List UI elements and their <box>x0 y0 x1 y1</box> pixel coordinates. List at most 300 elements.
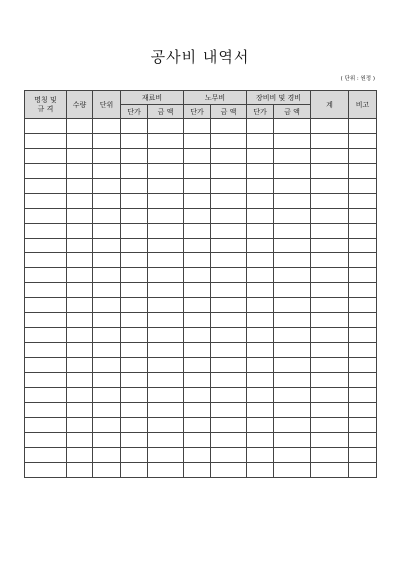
table-cell[interactable] <box>93 313 121 328</box>
table-cell[interactable] <box>311 447 349 462</box>
table-cell[interactable] <box>247 133 274 148</box>
table-cell[interactable] <box>148 358 184 373</box>
header-remarks: 비고 <box>349 91 377 119</box>
table-cell[interactable] <box>247 387 274 402</box>
table-cell[interactable] <box>247 432 274 447</box>
table-row <box>25 268 377 283</box>
table-cell[interactable] <box>349 223 377 238</box>
table-cell[interactable] <box>184 343 211 358</box>
table-cell[interactable] <box>184 432 211 447</box>
table-cell[interactable] <box>67 148 93 163</box>
table-cell[interactable] <box>211 148 247 163</box>
table-cell[interactable] <box>311 417 349 432</box>
table-cell[interactable] <box>25 447 67 462</box>
table-cell[interactable] <box>311 402 349 417</box>
table-cell[interactable] <box>211 387 247 402</box>
table-cell[interactable] <box>349 328 377 343</box>
table-cell[interactable] <box>311 372 349 387</box>
table-cell[interactable] <box>67 313 93 328</box>
table-cell[interactable] <box>148 178 184 193</box>
table-cell[interactable] <box>211 223 247 238</box>
table-row <box>25 178 377 193</box>
table-cell[interactable] <box>311 238 349 253</box>
table-cell[interactable] <box>148 223 184 238</box>
table-cell[interactable] <box>274 148 311 163</box>
table-cell[interactable] <box>184 402 211 417</box>
table-cell[interactable] <box>211 163 247 178</box>
header-labor-amount: 금 액 <box>211 105 247 119</box>
table-cell[interactable] <box>67 462 93 477</box>
table-cell[interactable] <box>121 313 148 328</box>
table-cell[interactable] <box>67 402 93 417</box>
table-cell[interactable] <box>25 133 67 148</box>
table-cell[interactable] <box>121 343 148 358</box>
table-cell[interactable] <box>311 223 349 238</box>
table-cell[interactable] <box>25 372 67 387</box>
table-cell[interactable] <box>184 462 211 477</box>
header-quantity: 수량 <box>67 91 93 119</box>
table-cell[interactable] <box>247 283 274 298</box>
table-cell[interactable] <box>184 372 211 387</box>
table-cell[interactable] <box>349 253 377 268</box>
table-cell[interactable] <box>211 432 247 447</box>
table-cell[interactable] <box>211 417 247 432</box>
table-cell[interactable] <box>25 432 67 447</box>
cost-breakdown-table <box>24 90 377 478</box>
table-cell[interactable] <box>349 343 377 358</box>
table-cell[interactable] <box>67 387 93 402</box>
table-cell[interactable] <box>311 253 349 268</box>
table-cell[interactable] <box>247 193 274 208</box>
table-cell[interactable] <box>121 432 148 447</box>
table-cell[interactable] <box>148 417 184 432</box>
table-cell[interactable] <box>121 462 148 477</box>
table-cell[interactable] <box>211 208 247 223</box>
table-cell[interactable] <box>349 163 377 178</box>
table-cell[interactable] <box>148 313 184 328</box>
table-cell[interactable] <box>274 372 311 387</box>
table-cell[interactable] <box>311 432 349 447</box>
table-cell[interactable] <box>148 432 184 447</box>
table-row <box>25 298 377 313</box>
table-cell[interactable] <box>349 238 377 253</box>
table-cell[interactable] <box>349 432 377 447</box>
table-cell[interactable] <box>211 119 247 134</box>
header-material: 재료비 <box>121 91 184 105</box>
table-cell[interactable] <box>311 193 349 208</box>
table-cell[interactable] <box>211 328 247 343</box>
table-cell[interactable] <box>93 283 121 298</box>
table-cell[interactable] <box>247 238 274 253</box>
table-cell[interactable] <box>25 223 67 238</box>
table-cell[interactable] <box>247 208 274 223</box>
table-cell[interactable] <box>93 372 121 387</box>
table-cell[interactable] <box>148 238 184 253</box>
table-cell[interactable] <box>311 283 349 298</box>
table-cell[interactable] <box>274 417 311 432</box>
table-cell[interactable] <box>247 328 274 343</box>
table-cell[interactable] <box>67 283 93 298</box>
table-cell[interactable] <box>67 417 93 432</box>
table-cell[interactable] <box>184 119 211 134</box>
table-cell[interactable] <box>274 268 311 283</box>
table-cell[interactable] <box>25 358 67 373</box>
table-cell[interactable] <box>349 283 377 298</box>
table-cell[interactable] <box>247 313 274 328</box>
table-cell[interactable] <box>25 238 67 253</box>
table-cell[interactable] <box>148 387 184 402</box>
table-cell[interactable] <box>121 447 148 462</box>
table-cell[interactable] <box>148 328 184 343</box>
header-material-amount: 금 액 <box>148 105 184 119</box>
table-cell[interactable] <box>274 208 311 223</box>
table-cell[interactable] <box>311 328 349 343</box>
table-cell[interactable] <box>184 313 211 328</box>
table-cell[interactable] <box>25 402 67 417</box>
table-cell[interactable] <box>93 148 121 163</box>
table-cell[interactable] <box>211 253 247 268</box>
table-cell[interactable] <box>274 387 311 402</box>
table-cell[interactable] <box>25 328 67 343</box>
table-cell[interactable] <box>93 178 121 193</box>
table-cell[interactable] <box>148 462 184 477</box>
table-cell[interactable] <box>25 298 67 313</box>
table-cell[interactable] <box>148 208 184 223</box>
table-cell[interactable] <box>311 148 349 163</box>
table-cell[interactable] <box>121 298 148 313</box>
table-cell[interactable] <box>25 283 67 298</box>
table-row <box>25 417 377 432</box>
table-cell[interactable] <box>211 402 247 417</box>
table-cell[interactable] <box>211 447 247 462</box>
table-cell[interactable] <box>93 193 121 208</box>
table-cell[interactable] <box>211 372 247 387</box>
table-cell[interactable] <box>274 462 311 477</box>
table-cell[interactable] <box>311 358 349 373</box>
table-cell[interactable] <box>93 133 121 148</box>
table-cell[interactable] <box>67 119 93 134</box>
table-cell[interactable] <box>184 447 211 462</box>
table-cell[interactable] <box>25 178 67 193</box>
header-equipment-unit-price: 단가 <box>247 105 274 119</box>
table-cell[interactable] <box>67 358 93 373</box>
table-cell[interactable] <box>184 417 211 432</box>
table-cell[interactable] <box>121 358 148 373</box>
table-cell[interactable] <box>184 148 211 163</box>
table-cell[interactable] <box>349 417 377 432</box>
table-cell[interactable] <box>349 358 377 373</box>
table-cell[interactable] <box>121 238 148 253</box>
table-cell[interactable] <box>148 447 184 462</box>
table-cell[interactable] <box>211 133 247 148</box>
table-cell[interactable] <box>247 223 274 238</box>
table-cell[interactable] <box>274 163 311 178</box>
table-cell[interactable] <box>67 193 93 208</box>
table-cell[interactable] <box>311 163 349 178</box>
table-cell[interactable] <box>25 208 67 223</box>
table-cell[interactable] <box>274 343 311 358</box>
table-cell[interactable] <box>67 178 93 193</box>
table-cell[interactable] <box>93 343 121 358</box>
table-cell[interactable] <box>148 283 184 298</box>
table-cell[interactable] <box>93 447 121 462</box>
table-cell[interactable] <box>184 268 211 283</box>
table-cell[interactable] <box>184 387 211 402</box>
table-cell[interactable] <box>184 223 211 238</box>
table-cell[interactable] <box>274 178 311 193</box>
header-unit: 단위 <box>93 91 121 119</box>
table-cell[interactable] <box>93 387 121 402</box>
table-cell[interactable] <box>274 283 311 298</box>
table-cell[interactable] <box>93 208 121 223</box>
header-labor-unit-price: 단가 <box>184 105 211 119</box>
table-cell[interactable] <box>247 372 274 387</box>
table-cell[interactable] <box>247 447 274 462</box>
table-cell[interactable] <box>211 462 247 477</box>
table-body <box>25 119 377 478</box>
table-cell[interactable] <box>67 163 93 178</box>
table-row <box>25 343 377 358</box>
table-cell[interactable] <box>67 343 93 358</box>
table-cell[interactable] <box>211 313 247 328</box>
table-cell[interactable] <box>148 402 184 417</box>
table-cell[interactable] <box>274 358 311 373</box>
table-cell[interactable] <box>247 268 274 283</box>
table-cell[interactable] <box>247 402 274 417</box>
table-cell[interactable] <box>311 387 349 402</box>
table-cell[interactable] <box>93 402 121 417</box>
table-cell[interactable] <box>311 298 349 313</box>
table-cell[interactable] <box>184 298 211 313</box>
table-cell[interactable] <box>93 268 121 283</box>
table-cell[interactable] <box>93 238 121 253</box>
table-cell[interactable] <box>67 432 93 447</box>
table-row <box>25 163 377 178</box>
table-cell[interactable] <box>121 148 148 163</box>
table-cell[interactable] <box>25 417 67 432</box>
table-cell[interactable] <box>93 358 121 373</box>
table-cell[interactable] <box>274 402 311 417</box>
table-cell[interactable] <box>184 283 211 298</box>
table-cell[interactable] <box>93 417 121 432</box>
table-cell[interactable] <box>121 223 148 238</box>
table-cell[interactable] <box>25 387 67 402</box>
table-cell[interactable] <box>349 372 377 387</box>
table-cell[interactable] <box>247 148 274 163</box>
table-cell[interactable] <box>148 268 184 283</box>
table-cell[interactable] <box>311 133 349 148</box>
table-cell[interactable] <box>93 119 121 134</box>
table-cell[interactable] <box>274 432 311 447</box>
table-cell[interactable] <box>184 208 211 223</box>
table-cell[interactable] <box>311 208 349 223</box>
table-cell[interactable] <box>67 253 93 268</box>
table-cell[interactable] <box>184 328 211 343</box>
table-cell[interactable] <box>274 223 311 238</box>
table-cell[interactable] <box>211 268 247 283</box>
table-cell[interactable] <box>349 402 377 417</box>
table-cell[interactable] <box>211 283 247 298</box>
table-cell[interactable] <box>67 223 93 238</box>
table-cell[interactable] <box>25 253 67 268</box>
table-cell[interactable] <box>184 238 211 253</box>
table-cell[interactable] <box>311 462 349 477</box>
table-cell[interactable] <box>184 358 211 373</box>
table-cell[interactable] <box>148 193 184 208</box>
table-cell[interactable] <box>148 133 184 148</box>
table-cell[interactable] <box>349 133 377 148</box>
table-cell[interactable] <box>274 119 311 134</box>
table-cell[interactable] <box>349 298 377 313</box>
table-cell[interactable] <box>67 447 93 462</box>
table-row <box>25 372 377 387</box>
table-cell[interactable] <box>148 253 184 268</box>
header-name-spec-line1: 명칭 및 <box>34 95 57 104</box>
table-cell[interactable] <box>349 119 377 134</box>
table-cell[interactable] <box>274 447 311 462</box>
table-cell[interactable] <box>349 148 377 163</box>
table-cell[interactable] <box>121 178 148 193</box>
table-row <box>25 253 377 268</box>
table-cell[interactable] <box>121 193 148 208</box>
header-name-spec <box>25 91 67 119</box>
table-cell[interactable] <box>121 372 148 387</box>
table-cell[interactable] <box>67 208 93 223</box>
table-row <box>25 133 377 148</box>
table-cell[interactable] <box>274 313 311 328</box>
table-cell[interactable] <box>211 178 247 193</box>
table-cell[interactable] <box>184 193 211 208</box>
table-cell[interactable] <box>274 328 311 343</box>
table-row <box>25 223 377 238</box>
table-cell[interactable] <box>349 313 377 328</box>
table-cell[interactable] <box>93 298 121 313</box>
table-cell[interactable] <box>93 462 121 477</box>
table-cell[interactable] <box>121 328 148 343</box>
table-cell[interactable] <box>148 148 184 163</box>
table-cell[interactable] <box>184 163 211 178</box>
table-cell[interactable] <box>25 193 67 208</box>
table-row <box>25 447 377 462</box>
table-cell[interactable] <box>349 208 377 223</box>
table-row <box>25 358 377 373</box>
table-cell[interactable] <box>121 417 148 432</box>
table-cell[interactable] <box>247 253 274 268</box>
table-row <box>25 193 377 208</box>
table-cell[interactable] <box>25 313 67 328</box>
table-cell[interactable] <box>93 432 121 447</box>
table-cell[interactable] <box>148 163 184 178</box>
table-cell[interactable] <box>211 358 247 373</box>
table-cell[interactable] <box>247 178 274 193</box>
table-cell[interactable] <box>184 178 211 193</box>
table-cell[interactable] <box>67 133 93 148</box>
table-cell[interactable] <box>311 313 349 328</box>
table-cell[interactable] <box>247 462 274 477</box>
table-cell[interactable] <box>67 238 93 253</box>
table-cell[interactable] <box>274 253 311 268</box>
table-cell[interactable] <box>247 119 274 134</box>
header-labor: 노무비 <box>184 91 247 105</box>
table-cell[interactable] <box>349 462 377 477</box>
table-cell[interactable] <box>148 298 184 313</box>
table-cell[interactable] <box>148 343 184 358</box>
unit-note: ( 단위 : 원정 ) <box>340 76 375 82</box>
table-cell[interactable] <box>121 133 148 148</box>
table-row <box>25 402 377 417</box>
table-cell[interactable] <box>247 343 274 358</box>
table-row <box>25 313 377 328</box>
table-cell[interactable] <box>247 358 274 373</box>
table-cell[interactable] <box>121 208 148 223</box>
table-cell[interactable] <box>247 163 274 178</box>
table-cell[interactable] <box>93 163 121 178</box>
table-cell[interactable] <box>184 253 211 268</box>
table-cell[interactable] <box>349 387 377 402</box>
table-cell[interactable] <box>121 268 148 283</box>
table-cell[interactable] <box>25 119 67 134</box>
table-row <box>25 208 377 223</box>
table-cell[interactable] <box>211 343 247 358</box>
table-cell[interactable] <box>25 148 67 163</box>
header-material-unit-price: 단가 <box>121 105 148 119</box>
table-cell[interactable] <box>93 253 121 268</box>
table-cell[interactable] <box>25 163 67 178</box>
table-cell[interactable] <box>93 223 121 238</box>
table-cell[interactable] <box>67 328 93 343</box>
table-cell[interactable] <box>121 119 148 134</box>
header-total: 계 <box>311 91 349 119</box>
table-cell[interactable] <box>349 178 377 193</box>
table-cell[interactable] <box>121 402 148 417</box>
table-cell[interactable] <box>247 417 274 432</box>
table-cell[interactable] <box>211 238 247 253</box>
table-cell[interactable] <box>349 193 377 208</box>
header-equipment-amount: 금 액 <box>274 105 311 119</box>
table-cell[interactable] <box>274 193 311 208</box>
table-cell[interactable] <box>211 298 247 313</box>
table-cell[interactable] <box>121 253 148 268</box>
table-cell[interactable] <box>211 193 247 208</box>
table-cell[interactable] <box>311 119 349 134</box>
table-cell[interactable] <box>274 133 311 148</box>
table-cell[interactable] <box>25 268 67 283</box>
table-cell[interactable] <box>274 238 311 253</box>
table-cell[interactable] <box>67 268 93 283</box>
table-cell[interactable] <box>25 462 67 477</box>
table-cell[interactable] <box>67 372 93 387</box>
table-cell[interactable] <box>121 163 148 178</box>
table-cell[interactable] <box>67 298 93 313</box>
table-cell[interactable] <box>121 283 148 298</box>
table-cell[interactable] <box>311 268 349 283</box>
table-cell[interactable] <box>93 328 121 343</box>
header-name-spec-line2: 규 격 <box>37 104 54 113</box>
table-cell[interactable] <box>274 298 311 313</box>
header-equipment: 장비비 및 경비 <box>247 91 311 105</box>
table-row <box>25 387 377 402</box>
table-cell[interactable] <box>349 447 377 462</box>
table-cell[interactable] <box>25 343 67 358</box>
table-cell[interactable] <box>311 343 349 358</box>
table-cell[interactable] <box>148 119 184 134</box>
table-cell[interactable] <box>311 178 349 193</box>
table-cell[interactable] <box>247 298 274 313</box>
table-cell[interactable] <box>148 372 184 387</box>
table-cell[interactable] <box>184 133 211 148</box>
table-cell[interactable] <box>121 387 148 402</box>
table-cell[interactable] <box>349 268 377 283</box>
